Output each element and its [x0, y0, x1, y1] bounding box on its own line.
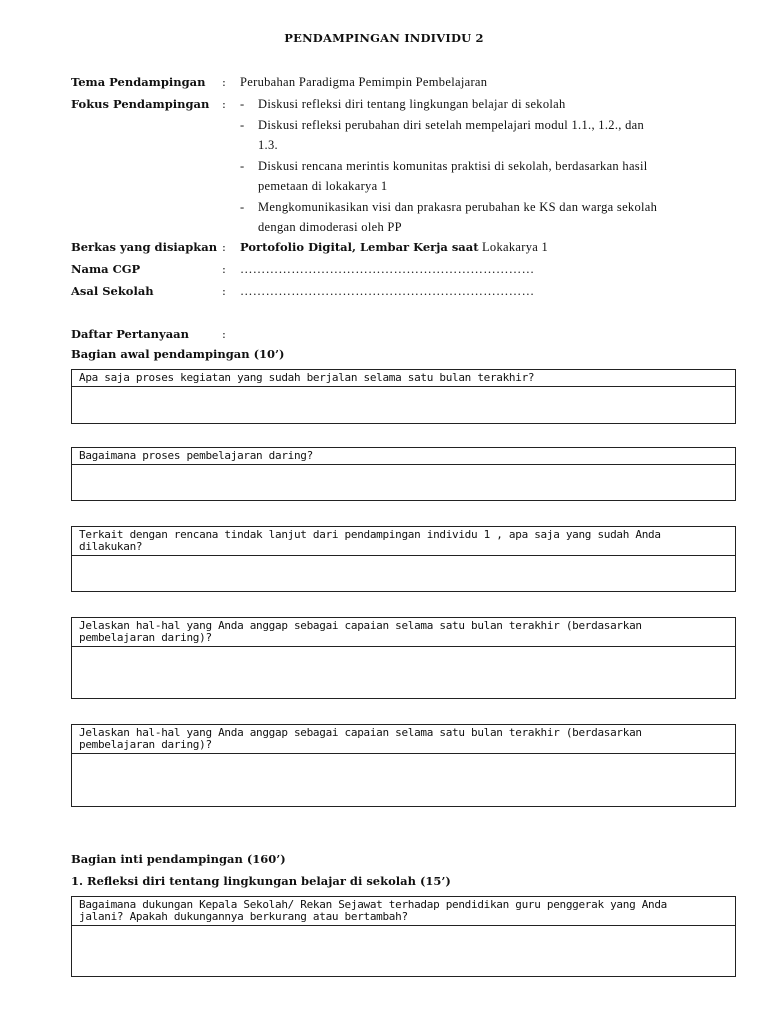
answer-field[interactable] [72, 465, 735, 500]
question-box [71, 447, 736, 501]
field-tema-colon: : [222, 75, 226, 89]
answer-field[interactable] [72, 926, 735, 976]
field-asal-value: …………………………………………………………… [240, 284, 535, 298]
question-text: Bagaimana proses pembelajaran daring? [72, 448, 735, 465]
field-asal-colon: : [222, 284, 226, 298]
daftar-label: Daftar Pertanyaan [71, 327, 189, 341]
question-box [71, 526, 736, 592]
field-asal-label: Asal Sekolah [71, 284, 154, 298]
question-box [71, 617, 736, 699]
answer-field[interactable] [72, 387, 735, 423]
field-tema-label: Tema Pendampingan [71, 75, 206, 89]
fokus-item: - Mengkomunikasikan visi dan prakasra perubahan ke KS dan warga sekolah dengan dimoderasi oleh PP [240, 200, 658, 234]
question-text: Jelaskan hal-hal yang Anda anggap sebagai capaian selama satu bulan terakhir (berdasarkan pembelajaran daring)? [72, 725, 735, 754]
fokus-item: - Diskusi rencana merintis komunitas praktisi di sekolah, berdasarkan hasil pemetaan di lokakarya 1 [240, 159, 648, 193]
field-berkas-colon: : [222, 240, 226, 254]
fokus-item: - Diskusi refleksi diri tentang lingkungan belajar di sekolah [240, 97, 566, 111]
question-box [71, 896, 736, 977]
field-berkas-label: Berkas yang disiapkan [71, 240, 218, 254]
fokus-list [240, 94, 740, 238]
section-bagian-awal: Bagian awal pendampingan (10’) [71, 347, 285, 361]
answer-field[interactable] [72, 556, 735, 591]
question-box [71, 724, 736, 807]
answer-field[interactable] [72, 754, 735, 806]
question-text: Jelaskan hal-hal yang Anda anggap sebagai capaian selama satu bulan terakhir (berdasarkan pembelajaran daring)? [72, 618, 735, 647]
field-fokus-label: Fokus Pendampingan [71, 97, 210, 111]
section-inti-refleksi: 1. Refleksi diri tentang lingkungan belajar di sekolah (15’) [71, 874, 451, 888]
question-text: Bagaimana dukungan Kepala Sekolah/ Rekan Sejawat terhadap pendidikan guru penggerak yang Anda jalani? Apakah dukungannya berkurang atau bertambah? [72, 897, 735, 926]
field-tema-value: Perubahan Paradigma Pemimpin Pembelajaran [240, 75, 488, 89]
section-bagian-inti: Bagian inti pendampingan (160’) [71, 852, 286, 866]
document-title: PENDAMPINGAN INDIVIDU 2 [284, 31, 484, 45]
daftar-colon: : [222, 327, 226, 341]
field-nama-label: Nama CGP [71, 262, 141, 276]
field-nama-colon: : [222, 262, 226, 276]
field-berkas-value: Portofolio Digital, Lembar Kerja saat Lokakarya 1 [240, 240, 549, 254]
question-text: Apa saja proses kegiatan yang sudah berjalan selama satu bulan terakhir? [72, 370, 735, 387]
field-nama-value: …………………………………………………………… [240, 262, 535, 276]
question-text: Terkait dengan rencana tindak lanjut dari pendampingan individu 1 , apa saja yang sudah Anda dilakukan? [72, 527, 735, 556]
field-fokus-colon: : [222, 97, 226, 111]
question-box [71, 369, 736, 424]
answer-field[interactable] [72, 647, 735, 698]
fokus-item: - Diskusi refleksi perubahan diri setelah mempelajari modul 1.1., 1.2., dan 1.3. [240, 118, 645, 152]
